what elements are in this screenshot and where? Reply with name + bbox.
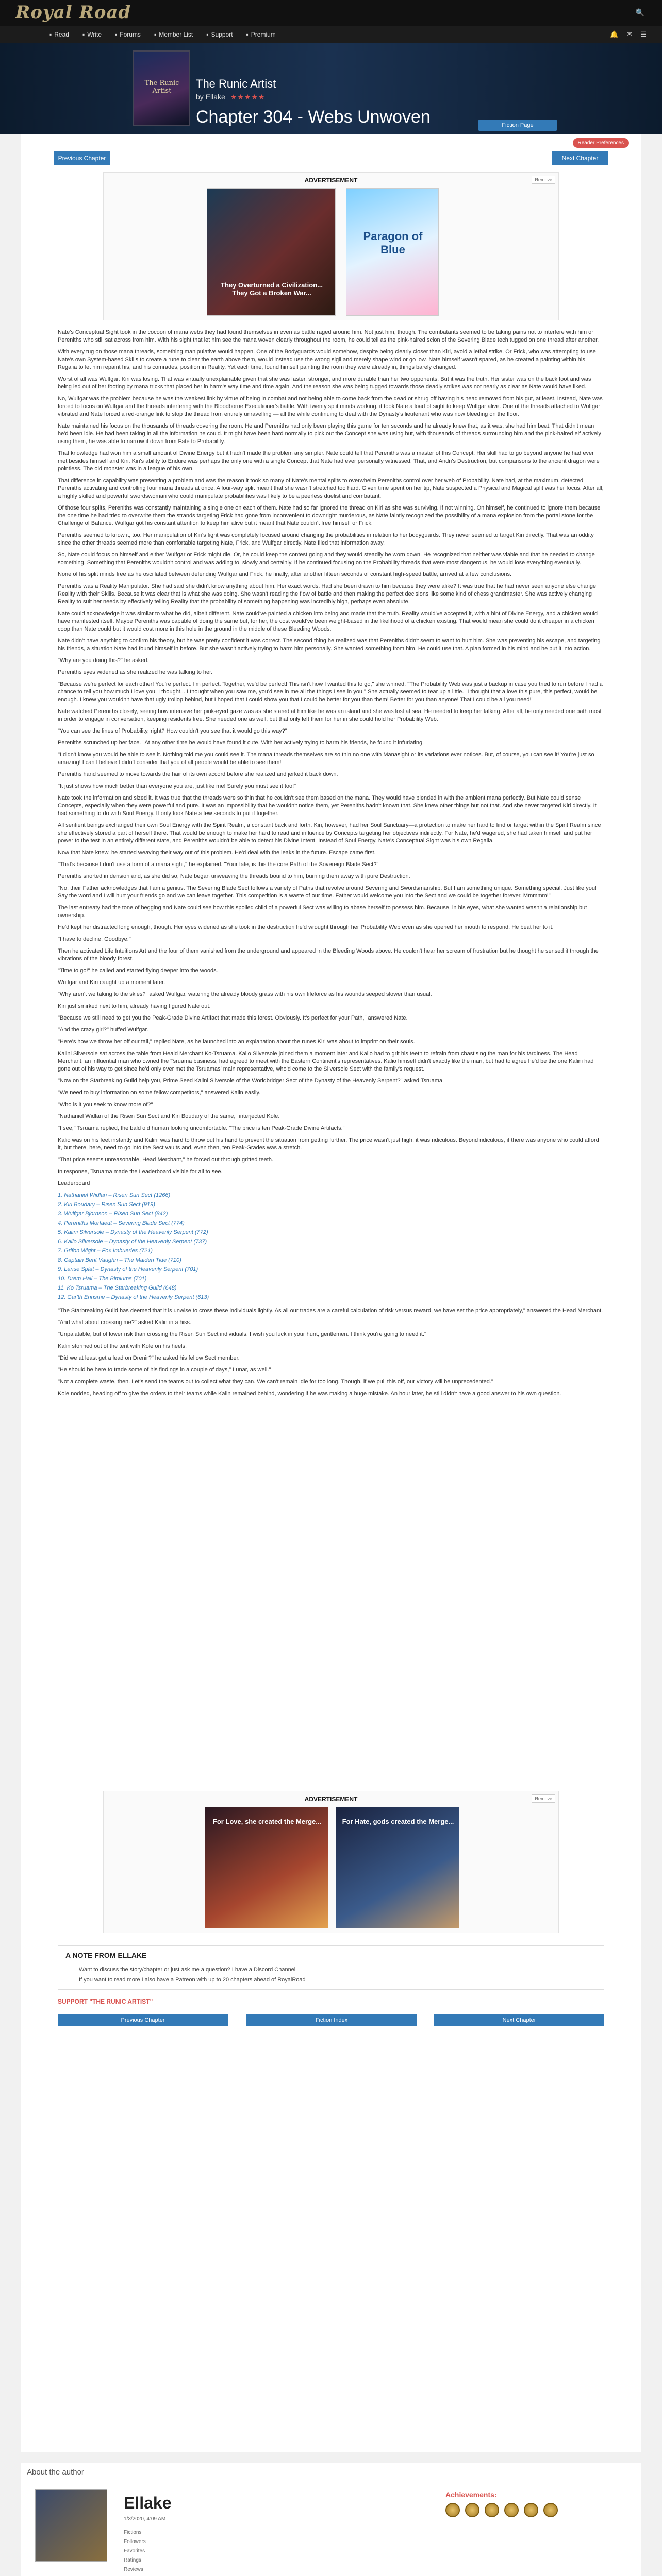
chapter-paragraph: Kalini Silversole sat across the table from Heald Merchant Ko-Tsruama. Kalio Silversole joined them a moment later and Kalio had to grit his teeth to refrain from chastising the man for his tardiness. The Head Merchant, an influential man who owned the Tsruama business, had agreed to meet with the Eastern Continent's representatives. Kalio himself didn't exactly like the man, but had to agree he'd be the one Kalini had gone out of his way to get since he'd only ever met the Tsruamas' main representative, who'd come to the Silversole Sect with the family's request. (58, 1050, 594, 1072)
premium-icon: ▪ (246, 31, 249, 38)
nav-item-label: Member List (159, 31, 193, 38)
leaderboard-entry: 5. Kalini Silversole – Dynasty of the Heavenly Serpent (772) (58, 1229, 208, 1235)
chapter-paragraph: "I see," Tsruama replied, the bald old human looking uncomfortable. "The price is ten Peak-Grade Divine Artifacts." (58, 1125, 345, 1131)
bottom-next-chapter-button[interactable]: Next Chapter (434, 2014, 604, 2026)
chapter-paragraph: "I didn't know you would be able to see it. Nothing told me you could see it. The mana threads themselves are so thin no one with Manasight or its variations ever notices. But, of course, you can see it! You're just so amazing! I can't believe I didn't consider that you of all people would be able to see them!" (58, 752, 594, 766)
cover-title: The Runic Artist (144, 79, 179, 95)
ad-caption-left: They Overturned a Civilization... They Got a Broken War... (221, 281, 323, 297)
chapter-paragraph: "I have to decline. Goodbye." (58, 936, 131, 942)
nav-item-read[interactable] (49, 31, 69, 38)
ad-label: ADVERTISEMENT (304, 177, 358, 184)
chapter-paragraph: "That price seems unreasonable, Head Merchant," he forced out through gritted teeth. (58, 1157, 274, 1163)
users-icon: ▪ (154, 31, 157, 38)
chapter-paragraph: "Because we're perfect for each other! You're perfect. I'm perfect. Together, we'd be perfect! This isn't how I wanted this to go," she whined. "The Probability Web was just a backup in case you tried to run before I had a chance to tell you how much I love you. I thought... I thought when you saw me, you'd see in me all the things I see in you." She actually seemed to tear up a little. "I thought that a love this pure, this perfect, would be enough. I knew you wouldn't have that ugly trollop behind, but I hoped that I could show you that I could be better for you than them! Better for you than anyone! That I could be all you need!" (58, 681, 603, 703)
forums-icon: ▪ (115, 31, 118, 38)
top-bar (0, 0, 662, 26)
author-stat: Ratings (124, 2557, 141, 2563)
nav-item-forums[interactable] (115, 31, 141, 38)
chapter-paragraph: With every tug on those mana threads, something manipulative would happen. One of the Bodyguards would somehow, despite being clearly closer than Kiri, avoid a lethal strike. Or Frick, who was attempting to use Nate's own System-based Skills to create a rune to clear the earth above them, would instead use the wrong sigil and merely shape wind or go low. Nate himself wasn't spared, as he created a painting within his Regalia to let him repaint his, and his comrades, position in Reality. Yet each time, found himself painting the room they were already in, things barely changed. (58, 349, 596, 370)
chapter-paragraph: That difference in capability was presenting a problem and was the reason it took so many of Nate's mental splits to overwhelm Pereniths control over her web of Probability. Nate had, at the maximum, detected Pereniths activating and controlling four mana threads at once. A four-way split meant that she wasn't stretched too hard. Given time spent on her tip, Nate suspected a Physical and Magical split was her focus. After all, a highly skilled and powerful swordswoman who could manipulate probabilities was likely to be a peerless duelist and combatant. (58, 478, 604, 499)
nav-item-premium[interactable] (246, 31, 276, 38)
next-chapter-button[interactable]: Next Chapter (552, 151, 608, 165)
chapter-paragraph: "No, their Father acknowledges that I am a genius. The Severing Blade Sect follows a variety of Paths that revolve around Severing and Swordsmanship. But I am something unique. Something special. Just like you! Say the word and I will hurt your friends go and we can leave together. This competition is a waste of our time. Father would welcome you into the Sect and we could be together forever. Mmmmm!" (58, 885, 597, 899)
fiction-header (0, 43, 662, 134)
chapter-paragraph: Nate didn't have anything to confirm his theory, but he was pretty confident it was correct. The second thing he realized was that Pereniths didn't seem to want to hurt him. She was preventing his escape, and targeting his friends, a situation Nate had found himself in before. But she wasn't actively trying to harm him personally. She wanted something from him. He could use that. A plan formed in his mind and he put it into action. (58, 638, 601, 652)
achievement-icon[interactable] (445, 2503, 460, 2517)
ad-banner-bottom-left[interactable] (205, 1807, 328, 1928)
nav-item-support[interactable] (206, 31, 233, 38)
chapter-paragraph: Worst of all was Wulfgar. Kiri was losing. That was virtually unexplainable given that she was faster, stronger, and more durable than her two opponents. But it was the truth. Her sister was on the back foot and was being led out of her footing by mana tricks that placed her in harm's way time and time again. And the reason she was being tugged towards those deadly strikes was not nearly as clear as Nate would have liked. (58, 376, 591, 390)
chapter-paragraph: That knowledge had won him a small amount of Divine Energy but it hadn't made the problem any simpler. Nate could tell that Pereniths was a master of this Concept. Her skill had to go beyond anyone he had ever met besides himself and Kiri. Kiri's ability to Endure was perhaps the only one with a single Concept that Nate had ever personally witnessed. That, and Andri's Destruction, but comparisons to the ancient dragon were pointless. The old monster was in a league of his own. (58, 450, 600, 472)
chapter-paragraph: "Did we at least get a lead on Drenir?" he asked his fellow Sect member. (58, 1355, 240, 1361)
about-heading: About the author (27, 2468, 84, 2477)
leaderboard-entry: 1. Nathaniel Widlan – Risen Sun Sect (1266) (58, 1192, 171, 1198)
leaderboard-entry: 8. Captain Bent Vaughn – The Maiden Tide (710) (58, 1257, 181, 1263)
chapter-paragraph: No, Wulfgar was the problem because he was the weakest link by virtue of being in combat and not being able to come back from the dead or shrug off having his head removed from his gut, at least. Instead, Nate was forced to focus on Wulfgar and the threads interfering with the Bloodborne Executioner's battle. With twenty split minds working, it took Nate a load of sight to keep Wulfgar alive. One of the threads attached to Wulfgar vibrated and Nate forced a red-orange link to stop the thread from entirely unravelling — all the while continuing to deal with the Dynasty's lieutenant who was now bleeding on the floor. (58, 396, 603, 417)
chapter-paragraph: Pereniths was a Reality Manipulator. She had said she didn't know anything about him. Her exact words. Had she been drawn to him because they were alike? It was true that he had never seen anyone else change Reality with their Skills. Because it was clear that is what she was doing. She wasn't reading the flow of battle and then making the perfect decisions like some kind of chess grandmaster. She was actively changing Reality to suit her needs by effectively telling Reality that the probability of something happening was incredibly high, perhaps even absolute. (58, 583, 597, 605)
bottom-ad (103, 1791, 559, 1933)
chapter-paragraph: All sentient beings exchanged their own Soul Energy with the Spirit Realm, a constant back and forth. Kiri, however, had her Soul Sanctuary—a protection to make her hard to find or target within the Spirit Realm since she effectively stored a part of herself there. That would be enough to make her hard to read and influence by Concepts targeting her objectives indirectly. For Nate, he'd wagered, she had taken himself and put her power to the test in an entirely different state, and Pereniths wouldn't be able to detect his Divine Intent. Instead of Soul Energy, Nate's Conceptual Sight was his own Regalia. (58, 822, 601, 844)
book-icon: ▪ (49, 31, 52, 38)
author-joined: 1/3/2020, 4:09 AM (124, 2516, 166, 2522)
chapter-paragraph: "Because we still need to get you the Peak-Grade Divine Artifact that made this forest. Obviously. It's perfect for your Path," answered Nate. (58, 1015, 408, 1021)
leaderboard-entry: 7. Grifon Wight – Fox Imbueries (721) (58, 1248, 153, 1254)
chapter-paragraph: None of his split minds free as he oscillated between defending Wulfgar and Frick, he finally, after another fifteen seconds of constant high-speed battle, arrived at a few conclusions. (58, 571, 512, 578)
top-ad (103, 172, 559, 320)
chapter-paragraph: "Why aren't we taking to the skies?" asked Wulfgar, watering the already bloody grass with his own lifeforce as his wounds seeped slower than usual. (58, 991, 432, 997)
chapter-paragraph: "It just shows how much better than everyone you are, just like me! Surely you must see it too!" (58, 783, 296, 789)
chapter-paragraph: "Nathaniel Widlan of the Risen Sun Sect and Kiri Boudary of the same," interjected Kole. (58, 1113, 280, 1120)
fiction-title[interactable] (196, 77, 276, 91)
leaderboard-entry: 4. Pereniths Morfaedt – Severing Blade Sect (774) (58, 1220, 185, 1226)
ad-caption-bottom-left: For Love, she created the Merge... (212, 1818, 322, 1825)
fiction-author (196, 93, 265, 101)
chapter-paragraph: Wulfgar and Kiri caught up a moment later. (58, 979, 166, 986)
notifications-icon[interactable]: 🔔 (610, 30, 619, 38)
user-menu-icon[interactable]: ☰ (640, 30, 647, 38)
remove-ad-button[interactable]: Remove (532, 176, 555, 184)
chapter-paragraph: "Now on the Starbreaking Guild help you, Prime Seed Kalini Silversole of the Worldbridger Sect of the Dynasty of the Heavenly Serpent?" asked Tsruama. (58, 1078, 444, 1084)
author-prefix: by (196, 93, 204, 101)
chapter-paragraph: Nate maintained his focus on the thousands of threads covering the room. He and Pereniths had only been playing this game for ten seconds and he already knew that, as it was, she had him beat. That didn't mean he'd been idle. He had been taking in all the information he could. It might have been hard normally to pick out the Concept she was using but, with thousands of threads surrounding him and the pink-haired elf actively using them, he was able to narrow it down from Fate to Probability. (58, 423, 601, 445)
author-note (58, 1945, 604, 1990)
chapter-paragraph: Nate's Conceptual Sight took in the cocoon of mana webs they had found themselves in even as battle raged around him. Not just him, though. The combatants seemed to be taking pains not to interfere with him or Pereniths who still sat across from him. With his sight that let him see the mana woven clearly throughout the room, he could tell as the pink-haired scion of the Severing Blade tech tugged on one thread after another. (58, 329, 599, 343)
ad-banner-right[interactable] (346, 188, 439, 316)
leaderboard-entry: 2. Kiri Boudary – Risen Sun Sect (919) (58, 1201, 155, 1208)
chapter-title: Chapter 304 - Webs Unwoven (196, 107, 431, 127)
chapter-paragraph: "And what about crossing me?" asked Kalin in a hiss. (58, 1319, 192, 1326)
ad-banner-bottom-right[interactable] (336, 1807, 459, 1928)
author-link[interactable]: Ellake (205, 93, 225, 101)
leaderboard-entry: 3. Wulfgar Bjornson – Risen Sun Sect (842) (58, 1211, 168, 1217)
bottom-previous-chapter-button[interactable]: Previous Chapter (58, 2014, 228, 2026)
author-stat: Fictions (124, 2530, 142, 2535)
author-note-line-1: Want to discuss the story/chapter or just ask me a question? I have a Discord Channel (79, 1967, 296, 1973)
leaderboard-entry: 12. Gar'th Ennsme – Dynasty of the Heavenly Serpent (613) (58, 1294, 209, 1300)
leaderboard-entry: 9. Lanse Splat – Dynasty of the Heavenly Serpent (701) (58, 1266, 198, 1273)
ad-banner-left[interactable] (207, 188, 336, 316)
chapter-paragraph: Kole nodded, heading off to give the orders to their teams while Kalin remained behind, wondering if he was making a huge mistake. An hour later, he still didn't have a good answer to his own question. (58, 1391, 561, 1397)
rating-stars: ★★★★★ (230, 93, 266, 101)
chapter-paragraph: Kiri just smirked next to him, already having figured Nate out. (58, 1003, 211, 1009)
messages-icon[interactable]: ✉ (626, 30, 633, 38)
reader-preferences-button[interactable]: Reader Preferences (573, 138, 630, 148)
achievement-icon[interactable] (465, 2503, 479, 2517)
author-avatar[interactable] (35, 2489, 107, 2562)
chapter-paragraph: In response, Tsruama made the Leaderboard visible for all to see. (58, 1168, 223, 1175)
chapter-paragraph: He'd kept her distracted long enough, though. Her eyes widened as she took in the destruction he'd wrought through her Probability Web even as she opened her mouth to respond. He beat her to it. (58, 924, 554, 930)
fiction-page-button[interactable]: Fiction Page (478, 120, 557, 131)
chapter-paragraph: Then he activated Life Intuitions Art and the four of them vanished from the underground and appeared in the Bleeding Woods above. He couldn't hear her scream of frustration but he thought he sensed it through the vibrations of the bloody forest. (58, 948, 599, 962)
nav-item-write[interactable] (82, 31, 102, 38)
nav-item-label: Forums (120, 31, 141, 38)
achievement-icon[interactable] (543, 2503, 558, 2517)
chapter-paragraph: Leaderboard (58, 1180, 90, 1187)
leaderboard-entry: 10. Drem Hall – The Bimlums (701) (58, 1276, 147, 1282)
nav-item-label: Write (87, 31, 102, 38)
fiction-title-text: The Runic Artist (196, 77, 276, 90)
achievement-icon[interactable] (504, 2503, 519, 2517)
previous-chapter-button[interactable]: Previous Chapter (54, 151, 110, 165)
achievement-icon[interactable] (524, 2503, 538, 2517)
chapter-paragraph: Pereniths eyes widened as she realized he was talking to her. (58, 669, 213, 675)
nav-item-label: Support (211, 31, 233, 38)
pencil-icon: ▪ (82, 31, 85, 38)
ad-caption-right: Paragon of Blue (363, 230, 423, 256)
author-note-line-2: If you want to read more I also have a Patreon with up to 20 chapters ahead of RoyalRoad (79, 1977, 306, 1983)
author-stat: Followers (124, 2539, 146, 2545)
chapter-body (58, 329, 604, 1402)
chapter-paragraph: Pereniths scrunched up her face. "At any other time he would have found it cute. With her actively trying to harm his friends, he found it infuriating. (58, 740, 424, 746)
chapter-paragraph: "Not a complete waste, then. Let's send the teams out to collect what they can. We can't remain idle for too long. Though, if we pull this off, our victory will be unprecedented." (58, 1379, 493, 1385)
ad-label-bottom: ADVERTISEMENT (304, 1795, 358, 1803)
chapter-paragraph: Nate watched Pereniths closely, seeing how intensive her pink-eyed gaze was as she stared at him like he was an island and she was lost at sea. He needed to keep her talking. After all, he only needed one path most in order to engage in conversation, keeping residents free. She needed one as well, but that only left them for her in she could hold her Probability Web. (58, 708, 602, 722)
chapter-paragraph: "Why are you doing this?" he asked. (58, 657, 149, 664)
ad-caption-bottom-right: For Hate, gods created the Merge... (342, 1818, 454, 1825)
chapter-paragraph: "Here's how we throw her off our tail," replied Nate, as he launched into an explanation about the runes Kiri was about to imprint on their souls. (58, 1039, 415, 1045)
leaderboard-entry: 11. Ko Tsruama – The Starbreaking Guild (648) (58, 1285, 177, 1291)
chapter-paragraph: Of those four splits, Pereniths was constantly maintaining a single one on each of them. Nate had so far ignored the thread on Kiri as she was surviving. If not winning. On himself, he continued to ignore them because the one time he had tried to overwrite them the strands targeting Frick had gone from inconvenient to downright murderous, as Nate faintly recognized the possibility of a mana explosion from the portal stone for the Challenge of Balance. Wulfgar got his constant attention to keep him alive but it meant that Nate couldn't free himself or Frick. (58, 505, 601, 527)
nav-item-label: Premium (251, 31, 276, 38)
chapter-paragraph: "And the crazy girl?" huffed Wulfgar. (58, 1027, 148, 1033)
chapter-paragraph: The last entreaty had the tone of begging and Nate could see how this spoiled child of a powerful Sect was willing to abase herself to possess him. Because, in his eyes, what she wanted wasn't a relationship but ownership. (58, 905, 587, 919)
chapter-paragraph: "He should be here to trade some of his findings in a couple of days," Lunar, as well." (58, 1367, 271, 1373)
fiction-cover[interactable] (133, 50, 190, 126)
chapter-paragraph: "That's because I don't use a form of a mana sight," he explained. "Your fate, is this the core Path of the Sovereign Blade Sect?" (58, 861, 379, 868)
about-author (21, 2463, 641, 2576)
support-icon: ▪ (206, 31, 209, 38)
chapter-paragraph: Kalin stormed out of the tent with Kole on his heels. (58, 1343, 187, 1349)
chapter-paragraph: "We need to buy information on some fellow competitors," answered Kalin easily. (58, 1090, 261, 1096)
chapter-paragraph: "Who is it you seek to know more of?" (58, 1101, 153, 1108)
chapter-paragraph: Pereniths hand seemed to move towards the hair of its own accord before she realized and jerked it back down. (58, 771, 338, 777)
author-stat: Reviews (124, 2567, 143, 2572)
chapter-paragraph: Pereniths snorted in derision and, as she did so, Nate began unweaving the threads bound to him, burning them away with pure Destruction. (58, 873, 410, 879)
chapter-content (21, 134, 641, 2452)
fiction-index-button[interactable]: Fiction Index (246, 2014, 417, 2026)
nav-item-label: Read (54, 31, 69, 38)
chapter-paragraph: "Time to go!" he called and started flying deeper into the woods. (58, 968, 218, 974)
leaderboard-entry: 6. Kalio Silversole – Dynasty of the Heavenly Serpent (737) (58, 1239, 207, 1245)
remove-ad-button-bottom[interactable]: Remove (532, 1794, 555, 1803)
chapter-paragraph: "You can see the lines of Probability, right? How couldn't you see that it would go this way?" (58, 728, 287, 734)
author-name[interactable]: Ellake (124, 2494, 172, 2512)
support-label[interactable]: SUPPORT "THE RUNIC ARTIST" (58, 1998, 153, 2005)
chapter-paragraph: Kalio was on his feet instantly and Kalini was hard to throw out his hand to prevent the situation from getting further. The price wasn't just high, it was ridiculous. Beyond ridiculous, if there was anyone who could afford it, but there, here, need to go into the Sect vaults and, even then, ten Peak-Grades was a stretch. (58, 1137, 599, 1151)
nav-item-member-list[interactable] (154, 31, 193, 38)
chapter-paragraph: "Unpalatable, but of lower risk than crossing the Risen Sun Sect individuals. I wish you luck in your hunt, gentlemen. I think you're going to need it." (58, 1331, 426, 1337)
main-nav (0, 26, 662, 43)
chapter-paragraph: So, Nate could focus on himself and either Wulfgar or Frick might die. Or, he could keep the contest going and they would steadily be worn down. He recognized that neither was viable and that he needed to change something. Something that Pereniths wouldn't control and was adding to, slowly and certainly. If he continued focusing on the Probability threads that were most dangerous, he would lose everything eventually. (58, 552, 595, 566)
search-icon[interactable]: 🔍 (635, 8, 644, 16)
author-stat: Favorites (124, 2548, 145, 2554)
achievement-icon[interactable] (485, 2503, 499, 2517)
author-note-title: A NOTE FROM ELLAKE (65, 1951, 147, 1959)
chapter-paragraph: "The Starbreaking Guild has deemed that it is unwise to cross these individuals lightly. As all our trades are a careful calculation of risk versus reward, we have set the price appropriately," answered the Head Merchant. (58, 1308, 603, 1314)
achievements-title: Achievements: (445, 2490, 497, 2499)
chapter-paragraph: Nate took the information and sized it. It was true that the threads were so thin that he couldn't see them based on the mana. They would have blended in with the ambient mana perfectly. But Nate could sense Concepts, especially when they were powerful and pure. It was an impossibility that he wouldn't notice them, yet Pereniths hadn't known that. She knew other things but not that. And she never targeted Kiri directly. It had something to do with Soul Energy. It only took Nate a few seconds to put it together. (58, 795, 597, 817)
site-logo[interactable]: Royal Road (15, 2, 131, 23)
nav-right (610, 30, 647, 39)
chapter-paragraph: Nate could acknowledge it was similar to what he did, albeit different. Nate could've painted a chicken into being and made that the truth. Reality would've accepted it, with a hint of Divine Energy, and a chicken would have manifested itself. Maybe Pereniths was capable of doing the same but, for her, the cost would've been weight-based in the likelihood of a chicken existing. That would mean she could do it cheaper in a chicken coop than Nate could but it would cost more in this hole in the ground in the middle of these Bleeding Woods. (58, 611, 598, 632)
chapter-paragraph: Now that Nate knew, he started weaving their way out of this problem. He'd deal with the leaks in the future. Escape came first. (58, 850, 376, 856)
chapter-paragraph: Pereniths seemed to know it, too. Her manipulation of Kiri's fight was completely focused around changing the probabilities in relation to her bodyguards. They never seemed to target Kiri directly. That was an oddity since the other threads seemed more than comfortable targeting Nate, Frick, and Wulfgar directly. Nate filed that information away. (58, 532, 594, 546)
